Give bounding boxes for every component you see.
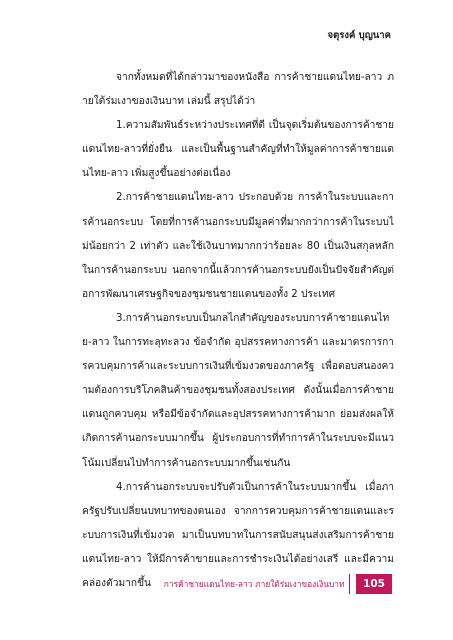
footer-book-title: การค้าชายแดนไทย-ลาว ภายใต้ร่มเงาของเงินบาท [163, 579, 345, 589]
paragraph-point-4: 4.การค้านอกระบบจะปรับตัวเป็นการค้าในระบบมากขึ้น เมื่อภาครัฐปรับเปลี่ยนบทบาทของตนเอง จากการควบคุมการค้าชายแดนและระบบการเงินที่เข้มงวด มาเป็นบทบาทในการสนับสนุนส่งเสริมการค้าชายแดนไทย-ลาว ให้มีการค้าขายและการชำระเงินได้อย่างเสรี และมีความคล่องตัวมากขึ้น [82, 481, 394, 589]
paragraph-point-3: 3.การค้านอกระบบเป็นกลไกสำคัญของระบบการค้าชายแดนไทย-ลาว ในการทะลุทะลวง ข้อจำกัด อุปสรรคทางการค้า และมาตรการการควบคุมการค้าและระบบการเงินที่เข้มงวดของภาครัฐ เพื่อตอบสนองความต้องการบริโภคสินค้าของชุมชนทั้งสองประเทศ ดังนั้นเมื่อการค้าชายแดนถูกควบคุม หรือมีข้อจำกัดและอุปสรรคทางการค้ามาก ย่อมส่งผลให้เกิดการค้านอกระบบมากขึ้น ผู้ประกอบการที่ทำการค้าในระบบจะมีแนวโน้มเปลี่ยนไปทำการค้านอกระบบมากขึ้นเช่นกัน [82, 312, 394, 469]
paragraph-point-2: 2.การค้าชายแดนไทย-ลาว ประกอบด้วย การค้าในระบบและการค้านอกระบบ โดยที่การค้านอกระบบมีมูลค่าที่มากกว่าการค้าในระบบไม่น้อยกว่า 2 เท่าตัว และใช้เงินบาทมากกว่าร้อยละ 80 เป็นเงินสกุลหลักในการค้านอกระบบ นอกจากนี้แล้วการค้านอกระบบยังเป็นปัจจัยสำคัญต่อการพัฒนาเศรษฐกิจของชุมชนชายแดนของทั้ง 2 ประเทศ [82, 192, 394, 300]
body-text [82, 66, 394, 596]
page-footer [164, 573, 392, 595]
footer-divider [349, 574, 351, 594]
paragraph-point-1: 1.ความสัมพันธ์ระหว่างประเทศที่ดี เป็นจุดเริ่มต้นของการค้าชายแดนไทย-ลาวที่ยั่งยืน และเป็นพื้นฐานสำคัญที่ทำให้มูลค่าการค้าชายแดนไทย-ลาว เพิ่มสูงขึ้นอย่างต่อเนื่อง [82, 120, 394, 180]
page-number: 105 [356, 574, 392, 594]
paragraph-intro: จากทั้งหมดที่ได้กล่าวมาของหนังสือ การค้าชายแดนไทย-ลาว ภายใต้ร่มเงาของเงินบาท เล่มนี้ สรุปได้ว่า [82, 72, 394, 108]
running-header-author: จตุรงค์ บุญนาค [327, 30, 391, 41]
